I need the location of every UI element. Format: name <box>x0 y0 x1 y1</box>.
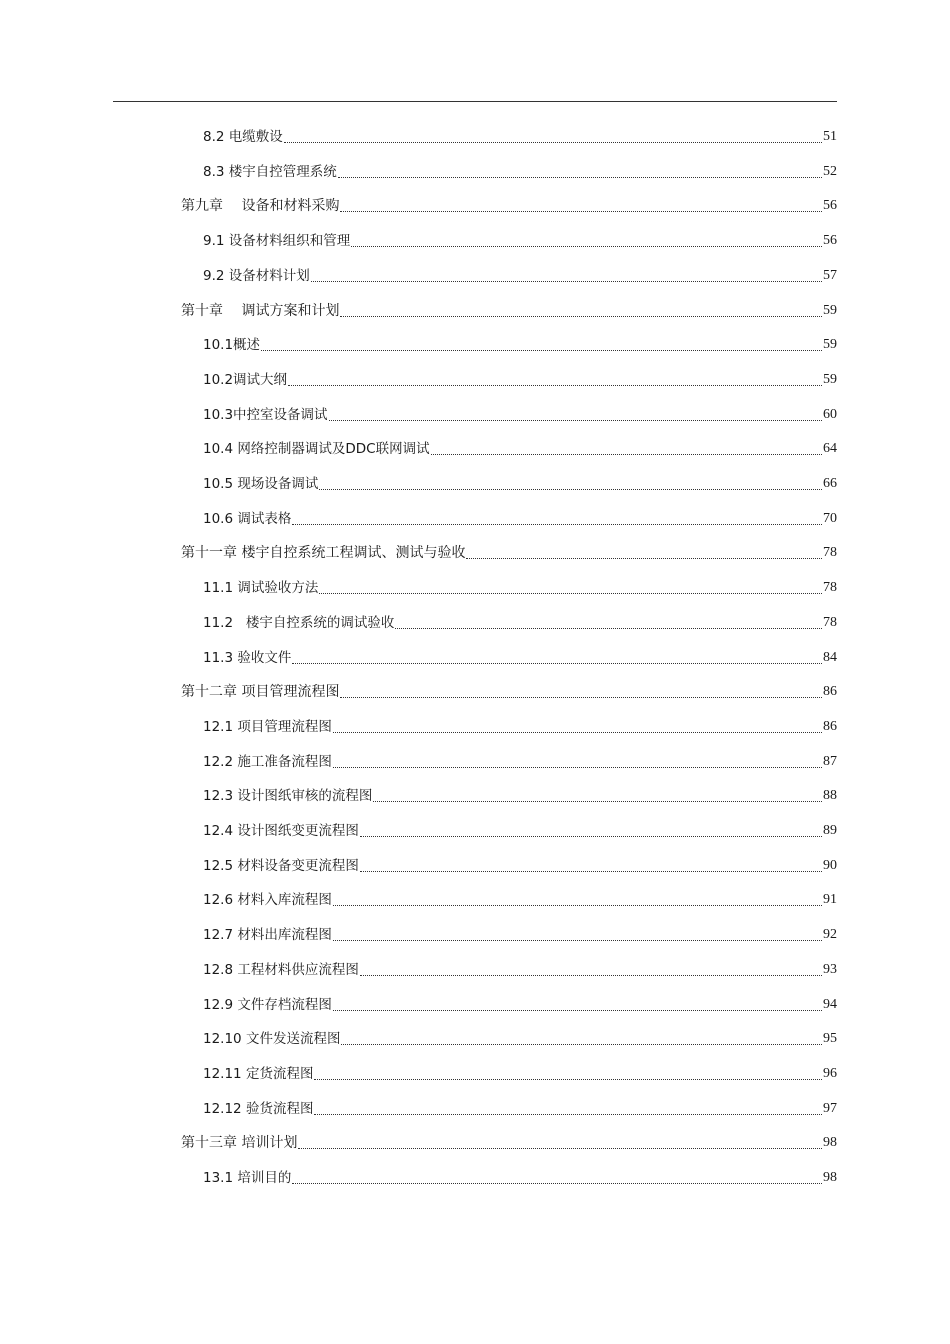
toc-dot-leader <box>333 766 822 768</box>
toc-entry[interactable] <box>181 536 837 570</box>
toc-entry-title: 8.3 楼宇自控管理系统 <box>203 163 337 180</box>
toc-entry-page-number: 78 <box>823 545 837 561</box>
toc-entry-title: 11.2 楼宇自控系统的调试验收 <box>203 614 395 631</box>
toc-entry-page-number: 94 <box>823 996 837 1012</box>
toc-entry-title: 12.4 设计图纸变更流程图 <box>203 823 359 839</box>
toc-entry[interactable] <box>203 710 837 744</box>
toc-dot-leader <box>314 1078 822 1080</box>
toc-entry-title: 12.9 文件存档流程图 <box>203 996 332 1013</box>
toc-entry[interactable] <box>203 641 837 675</box>
toc-dot-leader <box>292 1182 822 1184</box>
toc-entry[interactable] <box>203 571 837 605</box>
toc-entry[interactable] <box>203 155 837 189</box>
toc-entry-title: 11.1 调试验收方法 <box>203 580 319 597</box>
toc-dot-leader <box>341 1043 822 1045</box>
toc-entry-page-number: 84 <box>823 649 837 665</box>
toc-entry[interactable] <box>203 120 837 154</box>
toc-dot-leader <box>431 453 822 455</box>
toc-entry[interactable] <box>181 675 837 709</box>
toc-entry-page-number: 98 <box>823 1170 837 1185</box>
toc-entry[interactable] <box>203 918 837 952</box>
toc-dot-leader <box>298 1147 822 1149</box>
toc-entry-page-number: 59 <box>823 337 837 353</box>
toc-entry-page-number: 57 <box>823 267 837 283</box>
toc-entry-title: 12.8 工程材料供应流程图 <box>203 961 359 978</box>
toc-entry-title: 10.2调试大纲 <box>203 371 288 388</box>
toc-entry-page-number: 97 <box>823 1100 837 1116</box>
toc-entry-title: 12.12 验货流程图 <box>203 1100 314 1117</box>
toc-entry-page-number: 70 <box>823 510 837 526</box>
toc-entry-title: 第十一章 楼宇自控系统工程调试、测试与验收 <box>181 545 466 562</box>
toc-dot-leader <box>360 835 822 837</box>
toc-entry-title: 第十章 调试方案和计划 <box>181 302 340 319</box>
toc-entry-page-number: 59 <box>823 371 837 387</box>
toc-entry-page-number: 56 <box>823 198 837 214</box>
toc-dot-leader <box>292 662 822 664</box>
toc-entry[interactable] <box>203 745 837 779</box>
toc-dot-leader <box>288 384 822 386</box>
toc-dot-leader <box>319 488 822 490</box>
toc-entry-title: 12.5 材料设备变更流程图 <box>203 857 359 874</box>
toc-entry[interactable] <box>203 849 837 883</box>
toc-entry[interactable] <box>203 259 837 293</box>
toc-entry[interactable] <box>203 224 837 258</box>
toc-entry-title: 第九章 设备和材料采购 <box>181 198 340 215</box>
toc-entry[interactable] <box>203 779 837 813</box>
toc-entry[interactable] <box>203 988 837 1022</box>
toc-entry-title: 12.2 施工准备流程图 <box>203 753 332 770</box>
toc-entry-title: 12.6 材料入库流程图 <box>203 892 332 909</box>
toc-entry[interactable] <box>203 814 837 848</box>
toc-entry-title: 第十三章 培训计划 <box>181 1135 298 1152</box>
toc-dot-leader <box>333 904 822 906</box>
toc-dot-leader <box>340 315 822 317</box>
toc-entry-page-number: 86 <box>823 684 837 700</box>
toc-entry[interactable] <box>203 1161 837 1195</box>
toc-entry-page-number: 60 <box>823 406 837 422</box>
toc-entry[interactable] <box>203 328 837 362</box>
toc-entry[interactable] <box>203 953 837 987</box>
toc-dot-leader <box>292 523 822 525</box>
toc-entry-page-number: 96 <box>823 1065 837 1081</box>
header-rule <box>113 101 837 102</box>
toc-entry-title: 9.2 设备材料计划 <box>203 267 310 284</box>
toc-entry-title: 11.3 验收文件 <box>203 649 292 666</box>
toc-dot-leader <box>333 939 822 941</box>
toc-entry-title: 10.5 现场设备调试 <box>203 476 319 492</box>
toc-dot-leader <box>333 731 822 733</box>
toc-entry[interactable] <box>181 189 837 223</box>
toc-entry[interactable] <box>203 1092 837 1126</box>
toc-entry-title: 第十二章 项目管理流程图 <box>181 684 340 701</box>
toc-dot-leader <box>373 800 822 802</box>
toc-dot-leader <box>351 245 822 247</box>
toc-entry[interactable] <box>203 1022 837 1056</box>
toc-entry-page-number: 78 <box>823 614 837 630</box>
toc-entry-page-number: 98 <box>823 1135 837 1151</box>
toc-entry[interactable] <box>203 606 837 640</box>
toc-dot-leader <box>284 141 822 143</box>
toc-entry[interactable] <box>203 432 837 466</box>
toc-entry-page-number: 90 <box>823 857 837 873</box>
toc-entry-title: 10.6 调试表格 <box>203 510 292 527</box>
toc-entry-page-number: 93 <box>823 961 837 977</box>
toc-dot-leader <box>360 974 822 976</box>
toc-entry-title: 12.11 定货流程图 <box>203 1065 314 1082</box>
toc-dot-leader <box>338 176 822 178</box>
toc-entry[interactable] <box>181 1126 837 1160</box>
toc-entry[interactable] <box>203 398 837 432</box>
toc-entry-page-number: 59 <box>823 302 837 318</box>
toc-dot-leader <box>311 280 822 282</box>
toc-entry-page-number: 95 <box>823 1031 837 1047</box>
toc-entry-page-number: 56 <box>823 233 837 249</box>
toc-entry-page-number: 91 <box>823 892 837 908</box>
toc-dot-leader <box>360 870 822 872</box>
toc-entry-page-number: 89 <box>823 823 837 838</box>
toc-entry-title: 10.1概述 <box>203 337 261 354</box>
toc-entry[interactable] <box>181 294 837 328</box>
toc-entry-title: 8.2 电缆敷设 <box>203 129 283 145</box>
toc-entry-page-number: 87 <box>823 753 837 769</box>
toc-dot-leader <box>395 627 822 629</box>
toc-entry[interactable] <box>203 1057 837 1091</box>
toc-entry-page-number: 51 <box>823 129 837 144</box>
toc-dot-leader <box>261 349 822 351</box>
toc-entry-title: 12.3 设计图纸审核的流程图 <box>203 788 373 805</box>
toc-entry-title: 12.7 材料出库流程图 <box>203 927 332 944</box>
toc-entry-title: 10.4 网络控制器调试及DDC联网调试 <box>203 441 430 458</box>
toc-dot-leader <box>329 419 822 421</box>
toc-entry-title: 13.1 培训目的 <box>203 1170 292 1186</box>
toc-dot-leader <box>340 210 822 212</box>
toc-entry[interactable] <box>203 502 837 536</box>
toc-entry[interactable] <box>203 467 837 501</box>
toc-dot-leader <box>466 557 822 559</box>
toc-entry[interactable] <box>203 883 837 917</box>
toc-entry-page-number: 78 <box>823 580 837 596</box>
toc-entry-page-number: 52 <box>823 163 837 179</box>
toc-entry-page-number: 64 <box>823 441 837 457</box>
toc-dot-leader <box>340 696 822 698</box>
toc-entry-page-number: 86 <box>823 718 837 734</box>
toc-dot-leader <box>314 1113 822 1115</box>
toc-entry-title: 9.1 设备材料组织和管理 <box>203 233 351 250</box>
toc-entry-page-number: 66 <box>823 476 837 491</box>
toc-entry-title: 12.10 文件发送流程图 <box>203 1031 341 1048</box>
toc-entry-page-number: 88 <box>823 788 837 804</box>
toc-entry-page-number: 92 <box>823 927 837 943</box>
toc-entry-title: 10.3中控室设备调试 <box>203 406 328 423</box>
toc-entry-title: 12.1 项目管理流程图 <box>203 718 332 735</box>
toc-entry[interactable] <box>203 363 837 397</box>
toc-dot-leader <box>319 592 822 594</box>
toc-dot-leader <box>333 1009 822 1011</box>
